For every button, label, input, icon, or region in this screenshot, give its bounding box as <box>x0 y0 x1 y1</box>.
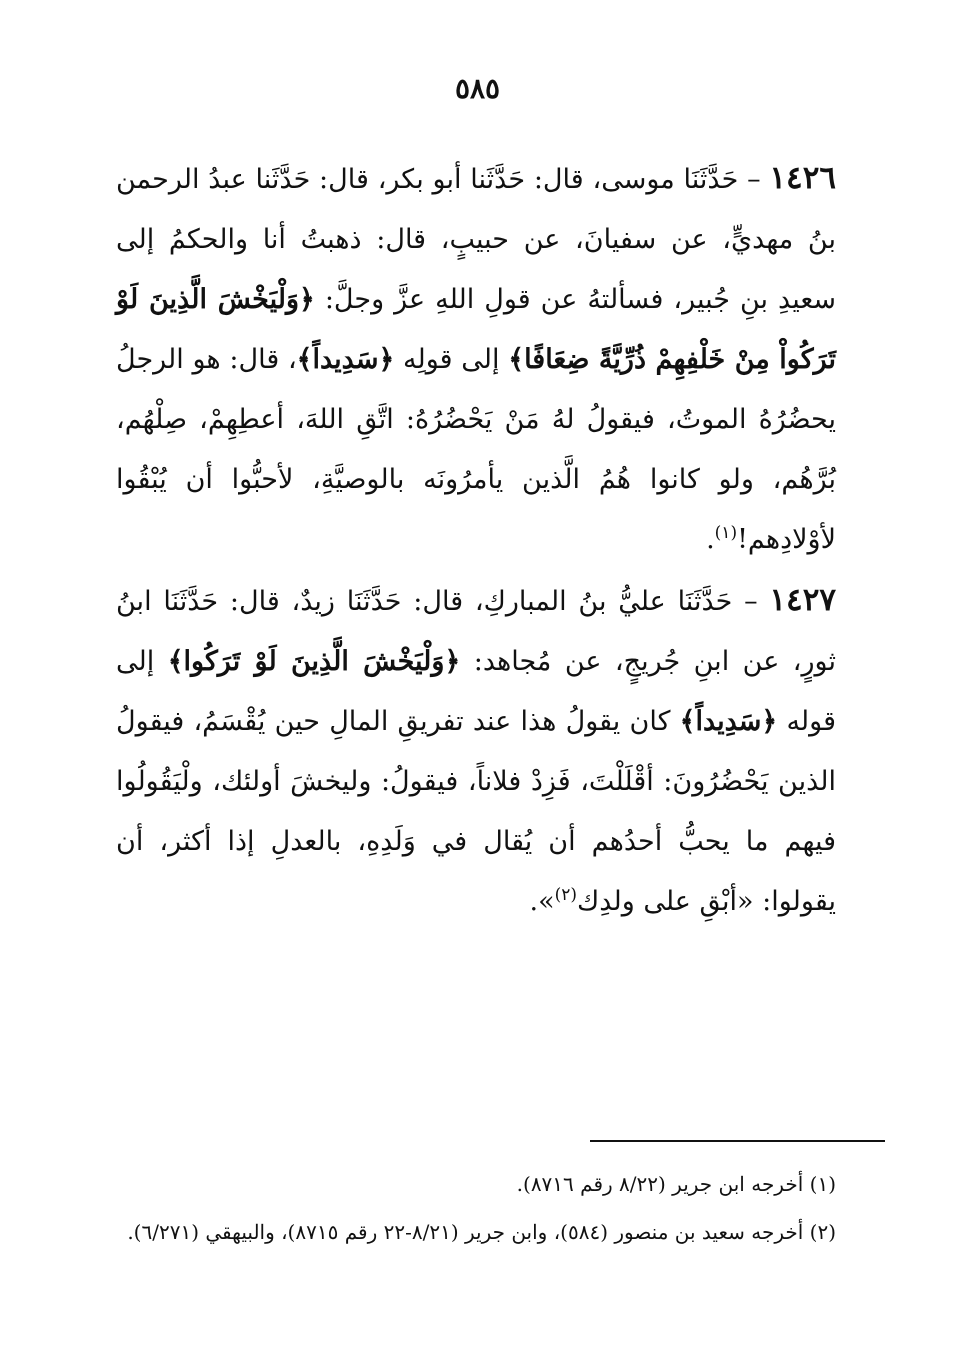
hadith-number: ١٤٢٧ <box>769 582 836 618</box>
hadith-text: حَدَّثَنَا عليُّ بنُ المباركِ، قال: حَدَّثَنَا زيدٌ، قال: حَدَّثَنَا ابنُ ثورٍ، عن ابنِ جُريجٍ، عن مُجاهد: <box>116 586 836 677</box>
hadith-end: . <box>706 524 715 555</box>
hadith-paragraph-1427 <box>116 570 836 932</box>
footnotes <box>116 1160 836 1256</box>
main-text <box>116 148 836 932</box>
hadith-text: حَدَّثَنَا موسى، قال: حَدَّثَنا أبو بكر، قال: حَدَّثَنا عبدُ الرحمن بنُ مهديٍّ، عن سفيانَ، عن حبيبٍ، قال: ذهبتُ أنا والحكمُ إلى سعيدِ بنِ جُبير، فسألتهُ عن قولِ اللهِ عزَّ وجلَّ: <box>116 164 836 315</box>
quran-verse: ﴿وَلْيَخْشَ الَّذِينَ لَوْ تَرَكُواْ مِنْ خَلْفِهِمْ ذُرِّيَّةً ضِعَافًا﴾ <box>116 284 837 375</box>
hadith-number: ١٤٢٦ <box>769 160 837 196</box>
page-number: ٥٨٥ <box>454 72 501 105</box>
footnote-2: (٢) أخرجه سعيد بن منصور (٥٨٤)، وابن جرير (٨/٢١-٢٢ رقم ٨٧١٥)، والبيهقي (٦/٢٧١). <box>127 1220 836 1244</box>
footnote-1: (١) أخرجه ابن جرير (٨/٢٢ رقم ٨٧١٦). <box>516 1172 836 1196</box>
quran-verse: ﴿سَدِيداً﴾ <box>296 344 395 375</box>
hadith-dash: – <box>732 586 770 617</box>
quran-verse: ﴿وَلْيَخْشَ الَّذِينَ لَوْ تَرَكُوا﴾ <box>167 646 461 677</box>
hadith-text: ، قال: هو الرجلُ يحضُرُهُ الموتُ، فيقولُ لهُ مَنْ يَحْضُرُهُ: اتَّقِ اللهَ، أعطِهِمْ، صِلْهُم، بُرَّهُم، ولو كانوا هُمُ الَّذين يأمرُونَه بالوصيَّةِ، لأحبُّوا أن يُبْقُوا لأوْلادِهم! <box>116 344 836 555</box>
footnote-reference[interactable]: (٢) <box>554 885 578 905</box>
hadith-paragraph-1426 <box>116 148 836 570</box>
hadith-text: إلى قولِه <box>394 344 509 375</box>
quran-verse: ﴿سَدِيداً﴾ <box>679 706 778 737</box>
footnote-divider <box>590 1140 885 1142</box>
hadith-end: ». <box>529 886 555 917</box>
hadith-text: كان يقولُ هذا عند تفريقِ المالِ حين يُقْسَمُ، فيقولُ الذين يَحْضُرُونَ: أقْلَلْتَ، فَزِدْ فلاناً، فيقولُ: وليخشَ أولئك، ولْيَقُولُوا فيهم ما يحبُّ أحدُهم أن يُقال في وَلَدِهِ، بالعدلِ إذا أكثر، أن يقولوا: «أبْقِ على ولدِك <box>116 706 836 917</box>
footnote-reference[interactable]: (١) <box>714 523 738 543</box>
hadith-text: إلى قوله <box>116 646 836 737</box>
hadith-dash: – <box>738 164 770 195</box>
